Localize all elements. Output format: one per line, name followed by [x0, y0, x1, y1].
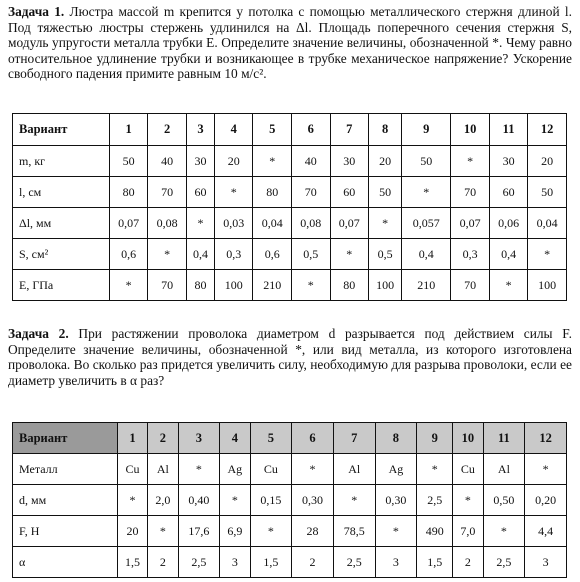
table-cell: 3 [220, 547, 250, 578]
row-label-cell: S, см² [13, 239, 110, 270]
table-cell: 0,6 [109, 239, 148, 270]
table-cell: 0,5 [369, 239, 402, 270]
table-cell: 17,6 [178, 516, 220, 547]
header-cell-variant-4: 4 [220, 423, 250, 454]
table-cell: 0,50 [483, 485, 525, 516]
table-cell: 70 [148, 270, 187, 301]
header-cell-variant: Вариант [13, 114, 110, 146]
table-cell: 40 [291, 146, 330, 177]
table-cell: 100 [214, 270, 253, 301]
table-cell: 70 [451, 177, 490, 208]
task1-paragraph [8, 4, 572, 82]
table-cell: 2,5 [417, 485, 453, 516]
table-cell: 210 [402, 270, 451, 301]
header-cell-variant-9: 9 [417, 423, 453, 454]
row-label-cell: d, мм [13, 485, 118, 516]
table-cell: 60 [489, 177, 528, 208]
header-cell-variant-5: 5 [250, 423, 292, 454]
table-cell: * [402, 177, 451, 208]
task2-heading: Задача 2. [8, 326, 69, 341]
table-cell: 70 [451, 270, 490, 301]
table-cell: 0,3 [214, 239, 253, 270]
table-cell: 2 [453, 547, 483, 578]
header-cell-variant-10: 10 [451, 114, 490, 146]
task1-table [12, 113, 567, 301]
header-cell-variant: Вариант [13, 423, 118, 454]
table-cell: 210 [253, 270, 292, 301]
table-cell: * [489, 270, 528, 301]
header-cell-variant-7: 7 [333, 423, 375, 454]
header-cell-variant-3: 3 [186, 114, 214, 146]
table-cell: * [292, 454, 334, 485]
task1-heading: Задача 1. [8, 4, 65, 19]
table-cell: 20 [214, 146, 253, 177]
table-cell: 0,4 [186, 239, 214, 270]
row-label-cell: m, кг [13, 146, 110, 177]
table-cell: 0,4 [402, 239, 451, 270]
table-cell: 1,5 [117, 547, 147, 578]
table-cell: 30 [330, 146, 369, 177]
table-cell: 3 [375, 547, 417, 578]
table-row [13, 270, 567, 301]
header-cell-variant-1: 1 [109, 114, 148, 146]
table-cell: 0,03 [214, 208, 253, 239]
table-cell: * [369, 208, 402, 239]
table-cell: 2,5 [178, 547, 220, 578]
table-cell: 40 [148, 146, 187, 177]
table-cell: * [148, 516, 178, 547]
table-cell: Ag [220, 454, 250, 485]
table-cell: Al [333, 454, 375, 485]
table-cell: * [186, 208, 214, 239]
table-cell: * [250, 516, 292, 547]
table-cell: * [330, 239, 369, 270]
table-cell: Ag [375, 454, 417, 485]
table-cell: 7,0 [453, 516, 483, 547]
table-cell: 100 [369, 270, 402, 301]
table-cell: 0,40 [178, 485, 220, 516]
table-cell: 80 [330, 270, 369, 301]
table-cell: Al [148, 454, 178, 485]
table-cell: 0,07 [451, 208, 490, 239]
table-cell: 1,5 [250, 547, 292, 578]
table-cell: * [109, 270, 148, 301]
table-cell: 20 [369, 146, 402, 177]
table-cell: 0,07 [330, 208, 369, 239]
table-cell: 2,0 [148, 485, 178, 516]
row-label-cell: Металл [13, 454, 118, 485]
table-cell: 0,3 [451, 239, 490, 270]
table-cell: 2 [148, 547, 178, 578]
table-row [13, 547, 567, 578]
task1-header-row [13, 114, 567, 146]
table-cell: 100 [528, 270, 567, 301]
table-cell: * [451, 146, 490, 177]
table-row [13, 485, 567, 516]
header-cell-variant-1: 1 [117, 423, 147, 454]
table-cell: 6,9 [220, 516, 250, 547]
table-cell: 3 [525, 547, 567, 578]
table-cell: * [148, 239, 187, 270]
header-cell-variant-5: 5 [253, 114, 292, 146]
table-cell: 0,5 [291, 239, 330, 270]
table-cell: 0,4 [489, 239, 528, 270]
table-cell: 28 [292, 516, 334, 547]
table-cell: 30 [186, 146, 214, 177]
table-cell: * [178, 454, 220, 485]
table-cell: 1,5 [417, 547, 453, 578]
table-cell: * [417, 454, 453, 485]
task2-table [12, 422, 567, 578]
table-row [13, 177, 567, 208]
table-cell: 30 [489, 146, 528, 177]
table-cell: 0,04 [253, 208, 292, 239]
table-cell: 20 [117, 516, 147, 547]
table-cell: 2,5 [333, 547, 375, 578]
task2-text: При растяжении проволока диаметром d разрывается под действием силы F. Определите значение величины, обозначенной *, или вид металла, из которого изготовлена проволока. Во сколько раз придется увеличить силу, необходимую для разрыва проволоки, если ее диаметр увеличить в α раз? [8, 326, 572, 388]
table-cell: Al [483, 454, 525, 485]
table-cell: 50 [109, 146, 148, 177]
table-cell: * [214, 177, 253, 208]
table-cell: 60 [186, 177, 214, 208]
table-row [13, 454, 567, 485]
table-cell: * [483, 516, 525, 547]
header-cell-variant-11: 11 [489, 114, 528, 146]
header-cell-variant-2: 2 [148, 423, 178, 454]
table-cell: 80 [253, 177, 292, 208]
table-cell: 70 [148, 177, 187, 208]
table-cell: * [525, 454, 567, 485]
table-cell: Cu [117, 454, 147, 485]
header-cell-variant-4: 4 [214, 114, 253, 146]
table-cell: 0,30 [375, 485, 417, 516]
task2-table-body [13, 454, 567, 578]
header-cell-variant-10: 10 [453, 423, 483, 454]
table-cell: 0,20 [525, 485, 567, 516]
header-cell-variant-7: 7 [330, 114, 369, 146]
table-cell: 0,08 [291, 208, 330, 239]
row-label-cell: l, см [13, 177, 110, 208]
table-cell: 0,30 [292, 485, 334, 516]
row-label-cell: α [13, 547, 118, 578]
header-cell-variant-12: 12 [525, 423, 567, 454]
table-cell: 50 [369, 177, 402, 208]
row-label-cell: E, ГПа [13, 270, 110, 301]
table-cell: 0,07 [109, 208, 148, 239]
table-row [13, 146, 567, 177]
table-cell: Cu [453, 454, 483, 485]
table-cell: 0,057 [402, 208, 451, 239]
table-row [13, 239, 567, 270]
table-cell: 2,5 [483, 547, 525, 578]
table-cell: 70 [291, 177, 330, 208]
task2-header-row [13, 423, 567, 454]
table-cell: * [291, 270, 330, 301]
table-cell: * [253, 146, 292, 177]
table-cell: 490 [417, 516, 453, 547]
task2-paragraph [8, 326, 572, 388]
table-cell: * [375, 516, 417, 547]
table-cell: Cu [250, 454, 292, 485]
table-cell: 0,6 [253, 239, 292, 270]
table-cell: 80 [109, 177, 148, 208]
table-cell: 50 [528, 177, 567, 208]
table-cell: 78,5 [333, 516, 375, 547]
table-cell: * [220, 485, 250, 516]
row-label-cell: F, Н [13, 516, 118, 547]
task1-text: Люстра массой m крепится у потолка с помощью металлического стержня длиной l. Под тяжестью люстры стержень удлинился на Δl. Площадь поперечного сечения стержня S, модуль упругости металла трубки E. Определите значение величины, обозначенной *. Чему равно относительное удлинение трубки и возникающее в трубке механическое напряжение? Ускорение свободного падения примите равным 10 м/с². [8, 4, 573, 81]
row-label-cell: Δl, мм [13, 208, 110, 239]
table-cell: 20 [528, 146, 567, 177]
table-row [13, 516, 567, 547]
table-cell: * [333, 485, 375, 516]
header-cell-variant-3: 3 [178, 423, 220, 454]
table-cell: 60 [330, 177, 369, 208]
table-cell: * [453, 485, 483, 516]
header-cell-variant-11: 11 [483, 423, 525, 454]
table-cell: 80 [186, 270, 214, 301]
header-cell-variant-8: 8 [375, 423, 417, 454]
table-cell: 2 [292, 547, 334, 578]
header-cell-variant-12: 12 [528, 114, 567, 146]
header-cell-variant-6: 6 [292, 423, 334, 454]
header-cell-variant-8: 8 [369, 114, 402, 146]
table-cell: 50 [402, 146, 451, 177]
header-cell-variant-2: 2 [148, 114, 187, 146]
table-cell: 0,08 [148, 208, 187, 239]
table-cell: 0,15 [250, 485, 292, 516]
task1-table-body [13, 146, 567, 301]
table-cell: * [528, 239, 567, 270]
header-cell-variant-9: 9 [402, 114, 451, 146]
table-cell: 0,04 [528, 208, 567, 239]
header-cell-variant-6: 6 [291, 114, 330, 146]
table-row [13, 208, 567, 239]
table-cell: 0,06 [489, 208, 528, 239]
table-cell: 4,4 [525, 516, 567, 547]
table-cell: * [117, 485, 147, 516]
